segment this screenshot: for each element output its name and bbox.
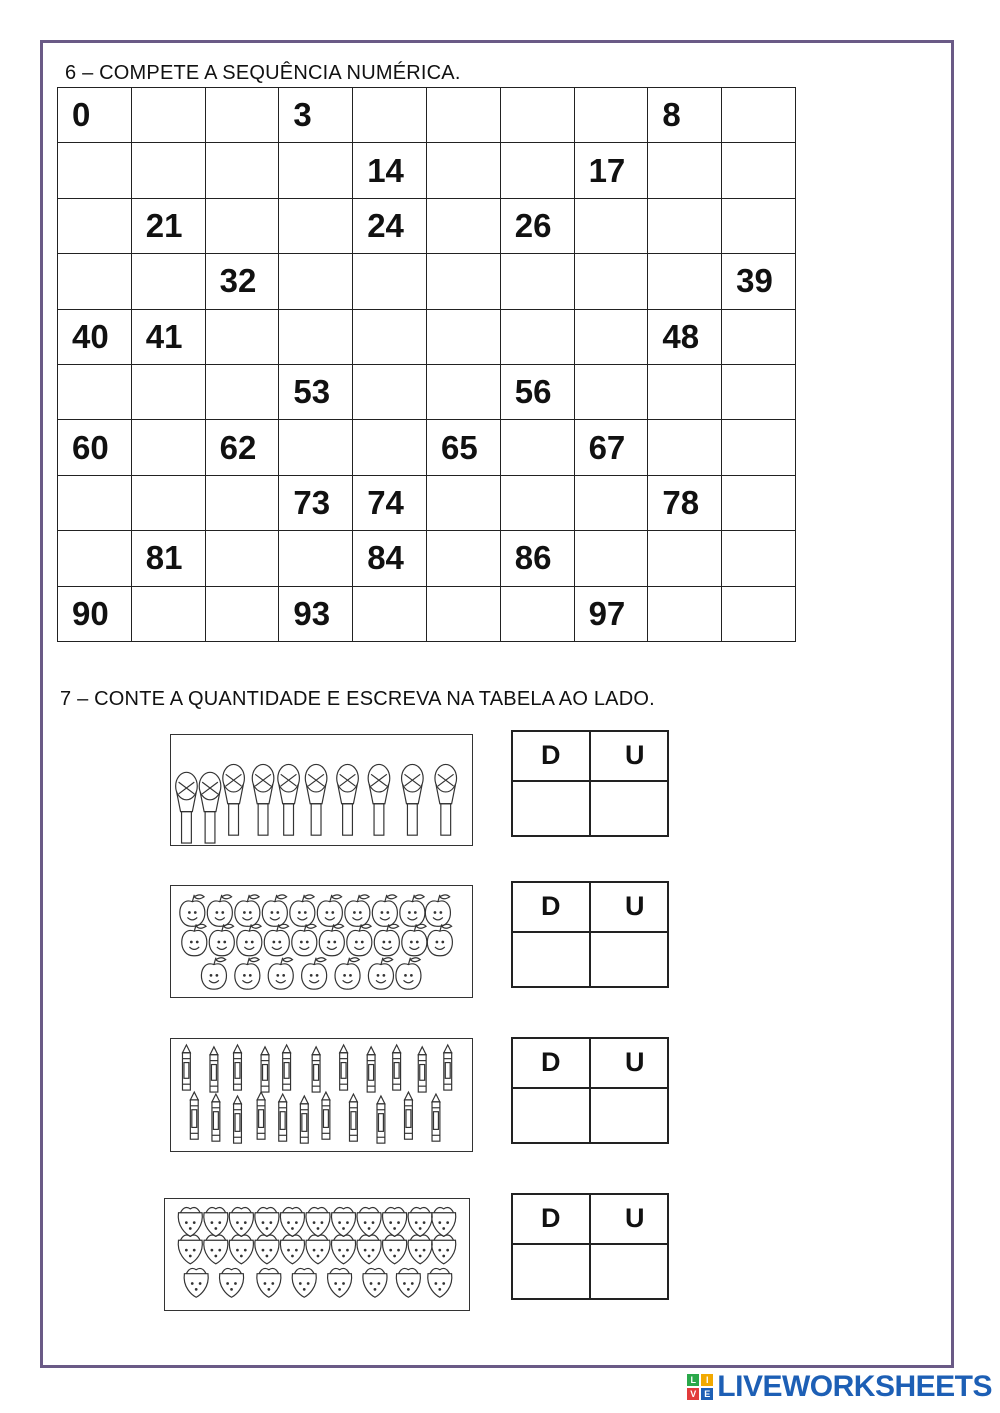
grid-cell-blank[interactable] [131,420,205,475]
grid-row [58,88,796,143]
grid-cell-number: 62 [205,420,279,475]
du-1-d-label: D [512,731,590,781]
grid-cell-blank[interactable] [426,254,500,309]
grid-row [58,475,796,530]
grid-row [58,309,796,364]
grid-cell-blank[interactable] [205,309,279,364]
grid-cell-number: 73 [279,475,353,530]
grid-cell-number: 41 [131,309,205,364]
grid-cell-blank[interactable] [426,143,500,198]
grid-cell-blank[interactable] [574,198,648,253]
grid-cell-blank[interactable] [131,143,205,198]
grid-cell-number: 48 [648,309,722,364]
grid-cell-blank[interactable] [648,254,722,309]
grid-cell-blank[interactable] [279,198,353,253]
grid-cell-blank[interactable] [722,531,796,586]
grid-cell-number: 78 [648,475,722,530]
du-1-u-label: U [590,731,668,781]
logo-letter-v: V [687,1388,699,1400]
grid-cell-blank[interactable] [279,143,353,198]
grid-cell-blank[interactable] [279,254,353,309]
liveworksheets-logo [687,1371,992,1403]
du-3-u-input[interactable] [590,1088,668,1143]
grid-cell-blank[interactable] [648,143,722,198]
grid-cell-blank[interactable] [722,475,796,530]
grid-cell-blank[interactable] [58,254,132,309]
logo-letter-l: L [687,1374,699,1386]
grid-cell-blank[interactable] [500,88,574,143]
apples-picture [170,885,473,998]
grid-cell-blank[interactable] [500,143,574,198]
grid-cell-blank[interactable] [722,143,796,198]
grid-cell-blank[interactable] [722,420,796,475]
grid-cell-blank[interactable] [426,309,500,364]
grid-cell-number: 21 [131,198,205,253]
du-3-d-label: D [512,1038,590,1088]
grid-cell-blank[interactable] [722,364,796,419]
grid-cell-number: 14 [353,143,427,198]
grid-cell-blank[interactable] [500,254,574,309]
grid-cell-blank[interactable] [58,364,132,419]
grid-cell-number: 0 [58,88,132,143]
grid-cell-blank[interactable] [426,198,500,253]
grid-cell-blank[interactable] [722,586,796,641]
grid-cell-blank[interactable] [205,198,279,253]
du-1-u-input[interactable] [590,781,668,836]
grid-cell-number: 56 [500,364,574,419]
grid-cell-blank[interactable] [131,88,205,143]
grid-row [58,586,796,641]
microphones-picture [170,734,473,846]
grid-cell-blank[interactable] [353,364,427,419]
grid-cell-number: 53 [279,364,353,419]
grid-cell-number: 65 [426,420,500,475]
du-3-d-input[interactable] [512,1088,590,1143]
grid-row [58,531,796,586]
grid-cell-blank[interactable] [205,88,279,143]
grid-cell-number: 90 [58,586,132,641]
grid-row [58,364,796,419]
grid-cell-blank[interactable] [426,88,500,143]
grid-cell-blank[interactable] [500,586,574,641]
grid-cell-blank[interactable] [722,309,796,364]
du-2-d-label: D [512,882,590,932]
grid-cell-blank[interactable] [353,586,427,641]
grid-cell-blank[interactable] [574,309,648,364]
logo-letter-e: E [701,1388,713,1400]
grid-cell-blank[interactable] [58,531,132,586]
grid-cell-blank[interactable] [500,420,574,475]
microphones-icon [171,735,472,845]
apples-icon [171,886,472,997]
du-table-2 [511,881,669,988]
grid-cell-blank[interactable] [648,198,722,253]
grid-cell-number: 60 [58,420,132,475]
du-1-d-input[interactable] [512,781,590,836]
grid-cell-blank[interactable] [574,364,648,419]
grid-cell-blank[interactable] [648,420,722,475]
grid-cell-number: 86 [500,531,574,586]
grid-cell-blank[interactable] [648,531,722,586]
grid-cell-blank[interactable] [205,586,279,641]
grid-cell-blank[interactable] [353,420,427,475]
question-7-title: 7 – CONTE A QUANTIDADE E ESCREVA NA TABELA AO LADO. [60,688,655,710]
grid-cell-blank[interactable] [426,364,500,419]
grid-cell-blank[interactable] [58,143,132,198]
logo-mark-icon [687,1374,713,1400]
grid-cell-blank[interactable] [426,586,500,641]
grid-cell-number: 84 [353,531,427,586]
du-2-d-input[interactable] [512,932,590,987]
grid-cell-blank[interactable] [131,364,205,419]
grid-cell-blank[interactable] [205,143,279,198]
grid-cell-blank[interactable] [500,475,574,530]
du-table-3 [511,1037,669,1144]
number-sequence-grid [57,87,796,642]
grid-cell-blank[interactable] [279,309,353,364]
grid-cell-blank[interactable] [58,475,132,530]
grid-cell-number: 3 [279,88,353,143]
grid-cell-blank[interactable] [205,364,279,419]
grid-cell-number: 8 [648,88,722,143]
grid-cell-blank[interactable] [648,364,722,419]
grid-cell-blank[interactable] [58,198,132,253]
grid-cell-blank[interactable] [574,475,648,530]
grid-cell-number: 74 [353,475,427,530]
du-2-u-input[interactable] [590,932,668,987]
logo-letter-i: I [701,1374,713,1386]
grid-cell-blank[interactable] [131,586,205,641]
grid-cell-blank[interactable] [353,88,427,143]
du-2-u-label: U [590,882,668,932]
grid-row [58,254,796,309]
grid-row [58,420,796,475]
grid-cell-blank[interactable] [574,531,648,586]
grid-cell-blank[interactable] [131,254,205,309]
strawberries-icon [165,1199,469,1310]
grid-cell-number: 32 [205,254,279,309]
grid-cell-blank[interactable] [205,531,279,586]
grid-cell-blank[interactable] [648,586,722,641]
grid-cell-blank[interactable] [426,475,500,530]
grid-row [58,198,796,253]
question-6-title: 6 – COMPETE A SEQUÊNCIA NUMÉRICA. [65,62,461,84]
grid-cell-blank[interactable] [426,531,500,586]
grid-row [58,143,796,198]
grid-cell-number: 40 [58,309,132,364]
du-4-d-input[interactable] [512,1244,590,1299]
grid-cell-blank[interactable] [131,475,205,530]
grid-cell-blank[interactable] [279,420,353,475]
du-table-4 [511,1193,669,1300]
grid-cell-number: 24 [353,198,427,253]
grid-cell-blank[interactable] [722,198,796,253]
grid-cell-number: 39 [722,254,796,309]
grid-cell-number: 81 [131,531,205,586]
grid-cell-number: 97 [574,586,648,641]
du-3-u-label: U [590,1038,668,1088]
grid-cell-number: 93 [279,586,353,641]
du-table-1 [511,730,669,837]
grid-cell-blank[interactable] [722,88,796,143]
grid-cell-blank[interactable] [279,531,353,586]
du-4-u-label: U [590,1194,668,1244]
grid-cell-blank[interactable] [574,88,648,143]
du-4-u-input[interactable] [590,1244,668,1299]
du-4-d-label: D [512,1194,590,1244]
grid-cell-number: 67 [574,420,648,475]
grid-cell-blank[interactable] [205,475,279,530]
crayons-picture [170,1038,473,1152]
grid-cell-blank[interactable] [500,309,574,364]
logo-text: LIVEWORKSHEETS [717,1370,992,1403]
strawberries-picture [164,1198,470,1311]
grid-cell-number: 17 [574,143,648,198]
grid-cell-number: 26 [500,198,574,253]
grid-cell-blank[interactable] [353,309,427,364]
crayons-icon [171,1039,472,1151]
grid-cell-blank[interactable] [353,254,427,309]
grid-cell-blank[interactable] [574,254,648,309]
